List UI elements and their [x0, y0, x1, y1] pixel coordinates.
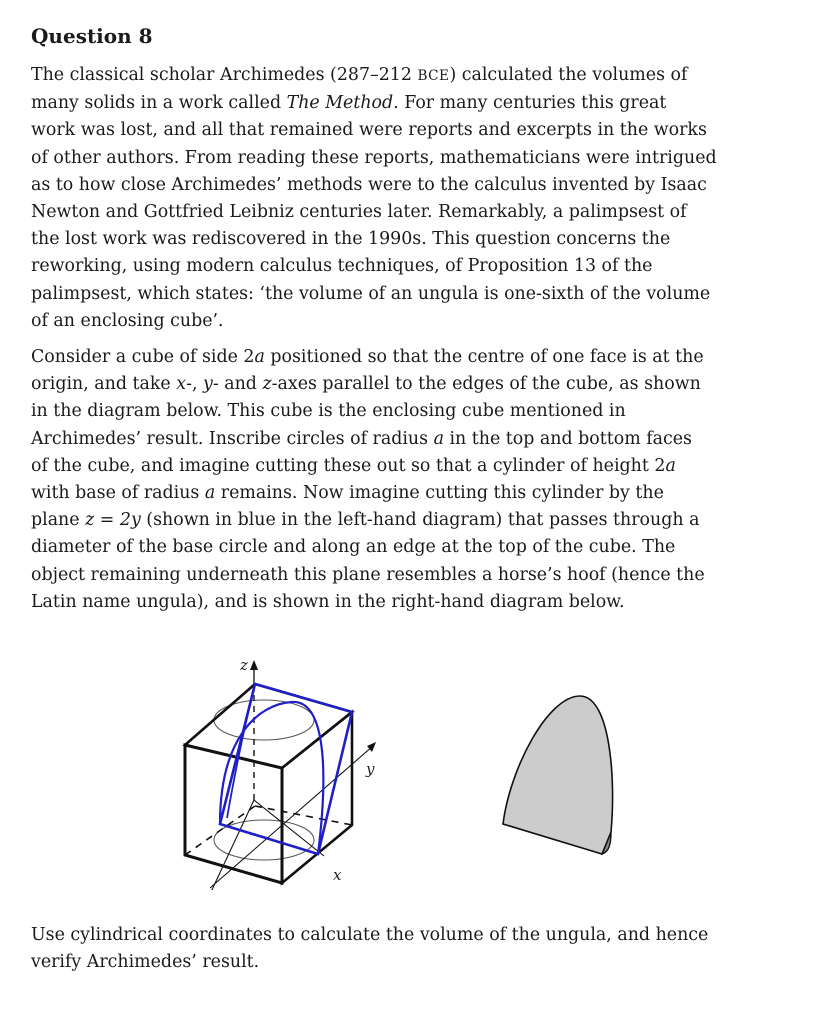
cube-right-face: [282, 712, 352, 883]
text-line: Latin name ungula), and is shown in the right-hand diagram below.: [31, 591, 625, 612]
intro-paragraph: [31, 62, 771, 335]
text-line: Archimedes’ result. Inscribe circles of radius a in the top and bottom faces: [31, 428, 692, 449]
text-line: verify Archimedes’ result.: [31, 952, 260, 973]
setup-paragraph: [31, 344, 771, 616]
question-heading: Question 8: [31, 24, 153, 48]
text-line: plane z = 2y (shown in blue in the left-hand diagram) that passes through a: [31, 510, 700, 531]
text-line: of an enclosing cube’.: [31, 310, 224, 331]
x-axis: [210, 800, 254, 890]
text-line: Newton and Gottfried Leibniz centuries later. Remarkably, a palimpsest of: [31, 202, 687, 223]
text-line: the lost work was rediscovered in the 1990s. This question concerns the: [31, 229, 671, 250]
cube-top-face: [185, 684, 352, 768]
cutting-plane: [220, 684, 352, 854]
ungula-diagram: [503, 696, 613, 854]
text-line: origin, and take x-, y- and z-axes parallel to the edges of the cube, as shown: [31, 374, 701, 395]
task-paragraph: [31, 922, 771, 976]
text-line: diameter of the base circle and along an edge at the top of the cube. The: [31, 537, 676, 558]
text-line: many solids in a work called The Method. For many centuries this great: [31, 93, 667, 114]
text-line: of other authors. From reading these reports, mathematicians were intrigued: [31, 147, 717, 168]
text-line: as to how close Archimedes’ methods were to the calculus invented by Isaac: [31, 174, 707, 195]
z-axis-arrow: [250, 660, 258, 670]
text-line: Consider a cube of side 2a positioned so that the centre of one face is at the: [31, 347, 704, 367]
text-line: reworking, using modern calculus techniques, of Proposition 13 of the: [31, 256, 653, 277]
text-line: The classical scholar Archimedes (287–212 BCE) calculated the volumes of: [31, 65, 688, 85]
z-axis-label: z: [240, 656, 248, 674]
ungula-figure: [170, 648, 630, 890]
book-title: The Method.: [286, 93, 399, 114]
cube-diagram: [185, 656, 376, 890]
text-line: work was lost, and all that remained were reports and excerpts in the works: [31, 120, 707, 141]
text-line: in the diagram below. This cube is the enclosing cube mentioned in: [31, 401, 626, 422]
y-axis-label: y: [366, 760, 375, 778]
x-axis-line: [254, 800, 324, 856]
text-line: of the cube, and imagine cutting these out so that a cylinder of height 2a: [31, 455, 676, 476]
text-line: palimpsest, which states: ‘the volume of an ungula is one-sixth of the volume: [31, 283, 711, 304]
ungula-shape: [503, 696, 613, 854]
text-line: with base of radius a remains. Now imagine cutting this cylinder by the: [31, 483, 664, 504]
text-line: Use cylindrical coordinates to calculate the volume of the ungula, and hence: [31, 925, 709, 945]
plane-equation: z = 2y: [85, 510, 141, 531]
text-line: object remaining underneath this plane resembles a horse’s hoof (hence the: [31, 564, 705, 585]
x-axis-label: x: [333, 866, 342, 884]
